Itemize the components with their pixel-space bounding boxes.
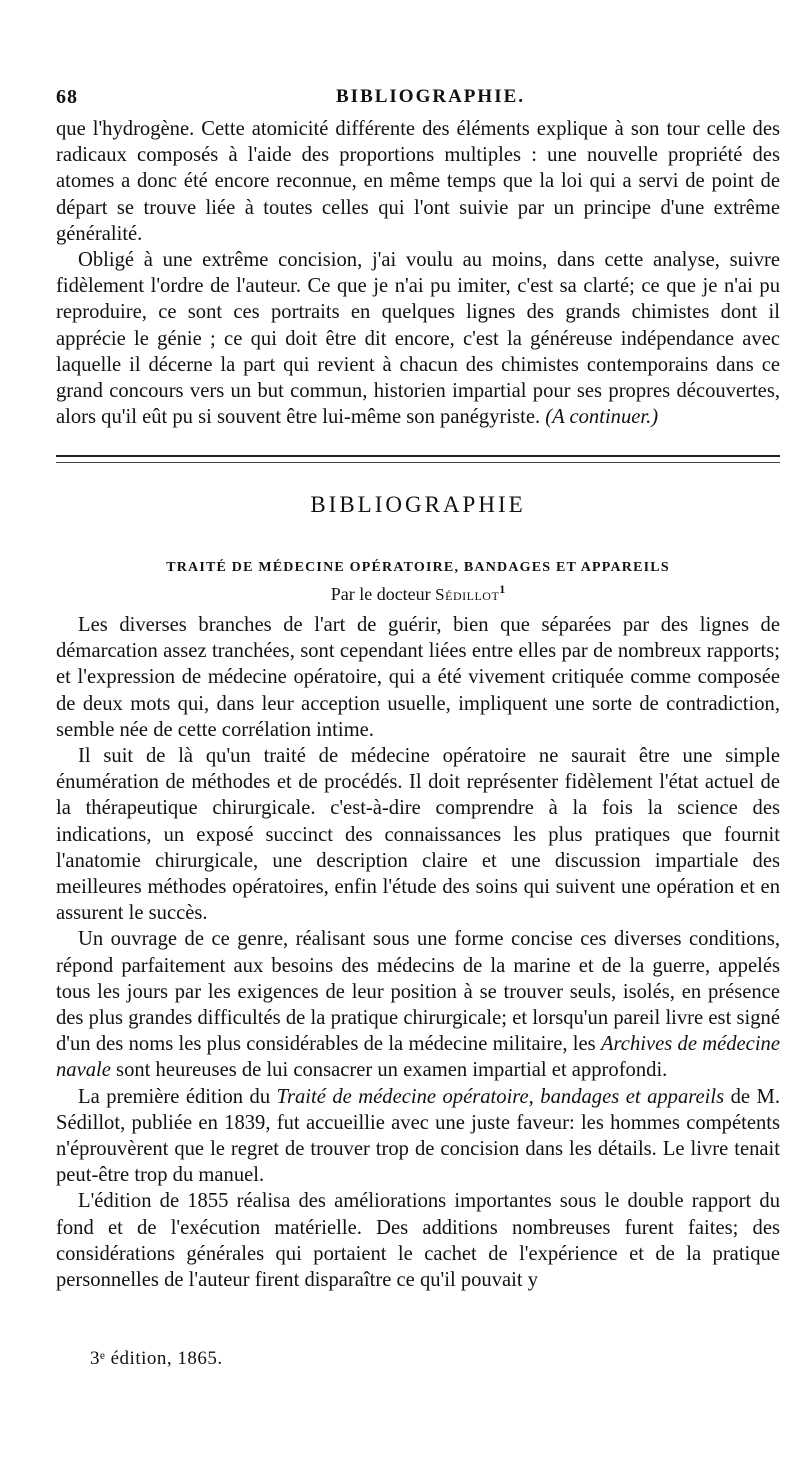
book-title: Traité de médecine opératoire, bandages et appareils	[276, 1085, 725, 1108]
paragraph	[56, 247, 780, 430]
paragraph	[56, 926, 780, 1083]
running-title: BIBLIOGRAPHIE.	[336, 86, 526, 107]
paragraph: Les diverses branches de l'art de guérir, bien que séparées par des lignes de démarcation assez tranchées, sont cependant liées entre elles par de nombreux rapports; et l'expression de médecine opératoire, qui a été vivement critiquée comme composée de deux mots qui, dans leur acception usuelle, impliquent une sorte de contradiction, semble née de cette corrélation intime.	[56, 614, 780, 741]
paragraph-text: sont heureuses de lui consacrer un examen impartial et approfondi.	[110, 1059, 668, 1082]
paragraph: que l'hydrogène. Cette atomicité différente des éléments explique à son tour celle des radicaux composés à l'aide des proportions multiples : une nouvelle propriété des atomes a donc été encore reconnue, en même temps que la loi qui a servi de point de départ se trouve liée à toutes celles qui l'ont suivie par un principe d'une extrême généralité.	[56, 118, 780, 245]
journal-title: Archives de médecine navale	[56, 1033, 780, 1082]
author-prefix: Par le docteur	[330, 584, 436, 604]
paragraph	[56, 1084, 780, 1189]
paragraph: L'édition de 1855 réalisa des améliorations importantes sous le double rapport du fond et de l'exécution matérielle. Des additions nombreuses furent faites; des considérations générales qui portaient le cachet de l'expérience et de la pratique personnelles de l'auteur firent disparaître ce qu'il pouvait y	[56, 1190, 780, 1292]
section-divider	[56, 462, 780, 463]
paragraph-text: de M. Sédillot, publiée en 1839, fut accueillie avec une juste faveur: les hommes compétents n'éprouvèrent que le regret de trouver trop de concision dans les détails. Le livre tenait peut-être trop du manuel.	[56, 1085, 780, 1187]
author-name: Sédillot	[435, 585, 500, 604]
paragraph-text: La première édition du	[78, 1085, 277, 1108]
work-title: TRAITÉ DE MÉDECINE OPÉRATOIRE, BANDAGES ET APPAREILS	[166, 560, 670, 575]
section-title: BIBLIOGRAPHIE	[310, 492, 526, 517]
footnote: 3ᵉ édition, 1865.	[90, 1348, 223, 1369]
footnote-mark: 1	[499, 582, 506, 596]
continued-article	[56, 116, 780, 430]
paragraph-text: Un ouvrage de ce genre, réalisant sous une forme concise ces diverses conditions, répond parfaitement aux besoins des médecins de la marine et de la guerre, appelés tous les jours par les exigences de leur position à se trouver seuls, isolés, en présence des plus grandes difficultés de la pratique chirurgicale; et lorsqu'un pareil livre est signé d'un des noms les plus considérables de la médecine militaire, les	[56, 928, 780, 1056]
section-divider	[56, 455, 780, 457]
running-head	[56, 86, 780, 110]
paragraph: Il suit de là qu'un traité de médecine opératoire ne saurait être une simple énumération de méthodes et de procédés. Il doit représenter fidèlement l'état actuel de la thérapeutique chirurgicale. c'est-à-dire comprendre à la fois la science des indications, un exposé succinct des connaissances les plus pratiques que fournit l'anatomie chirurgicale, une description claire et une discussion impartiale des meilleures méthodes opératoires, enfin l'étude des soins qui suivent une opération et en assurent le succès.	[56, 745, 780, 925]
paragraph-text: Obligé à une extrême concision, j'ai voulu au moins, dans cette analyse, suivre fidèlement l'ordre de l'auteur. Ce que je n'ai pu imiter, c'est sa clarté; ce que je n'ai pu reproduire, ce sont ces portraits en quelques lignes des grands chimistes dont il apprécie le génie ; ce qui doit être dit encore, c'est la généreuse indépendance avec laquelle il décerne la part qui revient à chacun des chimistes contemporains dans ce grand concours vers un but commun, historien impartial pour ses propres découvertes, alors qu'il eût pu si souvent être lui-même son panégyriste.	[56, 249, 780, 429]
author-line	[56, 582, 780, 605]
continue-note: (A continuer.)	[545, 406, 659, 429]
review-body	[56, 612, 780, 1293]
page-number: 68	[56, 86, 78, 108]
